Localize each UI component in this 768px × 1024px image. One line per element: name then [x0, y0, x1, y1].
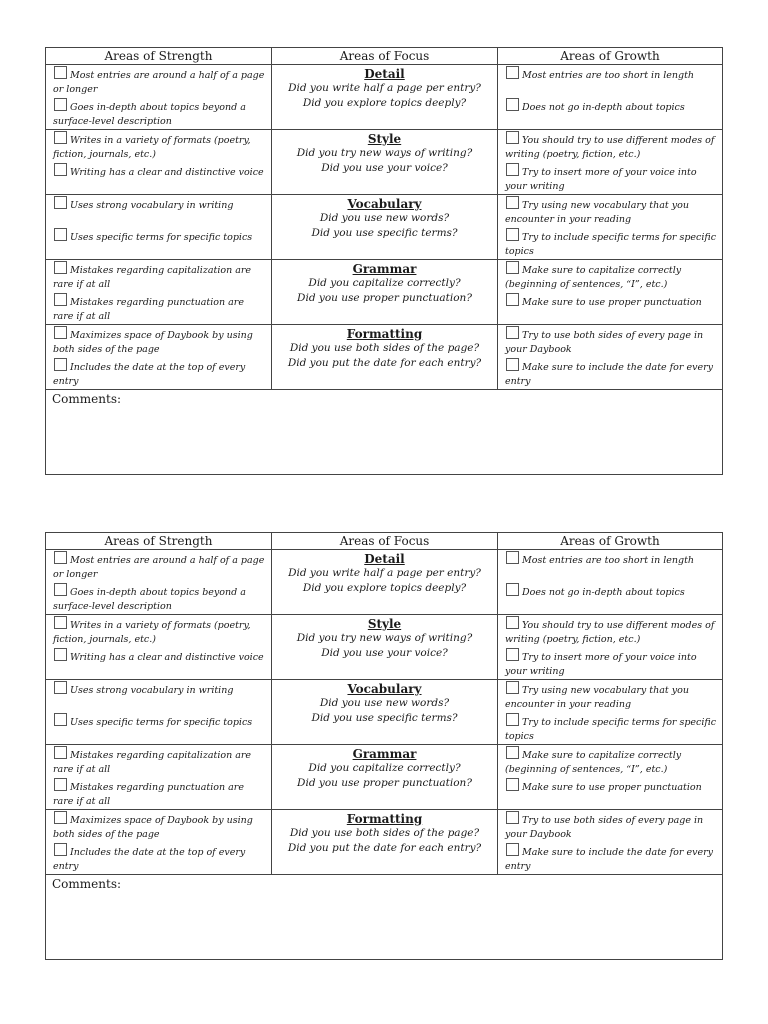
- rubric-row-detail: [46, 550, 723, 615]
- checkbox[interactable]: [506, 228, 519, 241]
- growth-item: Try using new vocabulary that you encounter in your reading: [498, 680, 722, 712]
- focus-title: Style: [367, 617, 402, 631]
- strength-cell: [46, 260, 272, 325]
- strength-cell: [46, 325, 272, 390]
- strength-item: Maximizes space of Daybook by using both sides of the page: [46, 325, 271, 357]
- growth-item: Does not go in-depth about topics: [498, 582, 722, 600]
- rubric-row-vocabulary: [46, 680, 723, 745]
- focus-question: Did you write half a page per entry?: [288, 82, 481, 94]
- growth-item: Try using new vocabulary that you encounter in your reading: [498, 195, 722, 227]
- checkbox[interactable]: [506, 681, 519, 694]
- checkbox[interactable]: [54, 196, 67, 209]
- strength-item: Mistakes regarding punctuation are rare if at all: [46, 292, 271, 324]
- checkbox[interactable]: [54, 616, 67, 629]
- growth-cell: [498, 680, 723, 745]
- focus-question: Did you explore topics deeply?: [302, 582, 467, 594]
- focus-question: Did you use your voice?: [321, 162, 448, 174]
- growth-cell: [498, 130, 723, 195]
- comments-row: [46, 390, 723, 475]
- focus-title: Formatting: [346, 327, 423, 341]
- growth-item: Make sure to use proper punctuation: [498, 292, 722, 310]
- focus-question: Did you put the date for each entry?: [287, 357, 482, 369]
- checkbox[interactable]: [506, 648, 519, 661]
- growth-item: Does not go in-depth about topics: [498, 97, 722, 115]
- rubric-table-top: [45, 47, 723, 475]
- growth-item: You should try to use different modes of writing (poetry, fiction, etc.): [498, 615, 722, 647]
- strength-item: Most entries are around a half of a page or longer: [46, 65, 271, 97]
- strength-item: Uses specific terms for specific topics: [46, 227, 271, 245]
- rubric-row-formatting: [46, 810, 723, 875]
- checkbox[interactable]: [54, 681, 67, 694]
- checkbox[interactable]: [506, 811, 519, 824]
- header-growth: Areas of Growth: [498, 533, 723, 550]
- header-row: [46, 48, 723, 65]
- focus-title: Style: [367, 132, 402, 146]
- growth-item: Try to insert more of your voice into your writing: [498, 647, 722, 679]
- checkbox[interactable]: [506, 131, 519, 144]
- checkbox[interactable]: [54, 746, 67, 759]
- rubric-row-grammar: [46, 745, 723, 810]
- focus-cell: [272, 260, 498, 325]
- growth-cell: [498, 195, 723, 260]
- checkbox[interactable]: [54, 648, 67, 661]
- focus-question: Did you use specific terms?: [311, 227, 458, 239]
- checkbox[interactable]: [506, 98, 519, 111]
- strength-cell: [46, 810, 272, 875]
- checkbox[interactable]: [54, 843, 67, 856]
- header-growth: Areas of Growth: [498, 48, 723, 65]
- focus-title: Grammar: [352, 262, 417, 276]
- rubric-table-bottom: [45, 532, 723, 960]
- strength-item: Includes the date at the top of every entry: [46, 842, 271, 874]
- focus-title: Detail: [364, 552, 405, 566]
- focus-title: Grammar: [352, 747, 417, 761]
- header-focus: Areas of Focus: [272, 48, 498, 65]
- checkbox[interactable]: [54, 713, 67, 726]
- header-strength: Areas of Strength: [46, 48, 272, 65]
- focus-question: Did you use both sides of the page?: [289, 342, 480, 354]
- focus-question: Did you use new words?: [319, 212, 450, 224]
- checkbox[interactable]: [54, 98, 67, 111]
- comments-label: Comments:: [52, 877, 122, 891]
- focus-title: Formatting: [346, 812, 423, 826]
- growth-item: You should try to use different modes of writing (poetry, fiction, etc.): [498, 130, 722, 162]
- checkbox[interactable]: [506, 66, 519, 79]
- checkbox[interactable]: [506, 713, 519, 726]
- growth-cell: [498, 810, 723, 875]
- growth-cell: [498, 550, 723, 615]
- rubric-row-grammar: [46, 260, 723, 325]
- focus-cell: [272, 615, 498, 680]
- strength-cell: [46, 680, 272, 745]
- checkbox[interactable]: [54, 358, 67, 371]
- strength-item: Includes the date at the top of every entry: [46, 357, 271, 389]
- growth-cell: [498, 325, 723, 390]
- checkbox[interactable]: [54, 228, 67, 241]
- checkbox[interactable]: [506, 293, 519, 306]
- focus-question: Did you use new words?: [319, 697, 450, 709]
- checkbox[interactable]: [506, 583, 519, 596]
- focus-question: Did you try new ways of writing?: [296, 632, 473, 644]
- growth-item: Try to use both sides of every page in your Daybook: [498, 325, 722, 357]
- focus-question: Did you try new ways of writing?: [296, 147, 473, 159]
- checkbox[interactable]: [54, 131, 67, 144]
- comments-row: [46, 875, 723, 960]
- growth-item: Try to include specific terms for specific topics: [498, 227, 722, 259]
- strength-cell: [46, 65, 272, 130]
- strength-item: Goes in-depth about topics beyond a surface-level description: [46, 97, 271, 129]
- focus-title: Vocabulary: [347, 197, 422, 211]
- focus-title: Vocabulary: [347, 682, 422, 696]
- strength-cell: [46, 195, 272, 260]
- checkbox[interactable]: [506, 778, 519, 791]
- checkbox[interactable]: [506, 551, 519, 564]
- rubric-row-detail: [46, 65, 723, 130]
- rubric-row-formatting: [46, 325, 723, 390]
- rubric-row-style: [46, 615, 723, 680]
- checkbox[interactable]: [54, 293, 67, 306]
- checkbox[interactable]: [54, 261, 67, 274]
- growth-item: Try to use both sides of every page in your Daybook: [498, 810, 722, 842]
- checkbox[interactable]: [54, 778, 67, 791]
- focus-cell: [272, 325, 498, 390]
- checkbox[interactable]: [54, 583, 67, 596]
- growth-item: Make sure to include the date for every entry: [498, 357, 722, 389]
- focus-cell: [272, 130, 498, 195]
- strength-item: Writing has a clear and distinctive voice: [46, 647, 271, 665]
- focus-question: Did you capitalize correctly?: [308, 762, 461, 774]
- focus-cell: [272, 745, 498, 810]
- growth-item: Make sure to include the date for every entry: [498, 842, 722, 874]
- strength-item: Goes in-depth about topics beyond a surface-level description: [46, 582, 271, 614]
- strength-cell: [46, 745, 272, 810]
- strength-cell: [46, 550, 272, 615]
- growth-item: Make sure to use proper punctuation: [498, 777, 722, 795]
- strength-item: Uses strong vocabulary in writing: [46, 195, 271, 213]
- header-focus: Areas of Focus: [272, 533, 498, 550]
- focus-question: Did you use specific terms?: [311, 712, 458, 724]
- growth-cell: [498, 65, 723, 130]
- comments-area[interactable]: [46, 390, 723, 475]
- growth-item: Try to insert more of your voice into your writing: [498, 162, 722, 194]
- growth-cell: [498, 745, 723, 810]
- header-strength: Areas of Strength: [46, 533, 272, 550]
- rubric-row-vocabulary: [46, 195, 723, 260]
- strength-cell: [46, 130, 272, 195]
- growth-item: Most entries are too short in length: [498, 65, 722, 83]
- focus-question: Did you use proper punctuation?: [297, 777, 472, 789]
- comments-label: Comments:: [52, 392, 122, 406]
- checkbox[interactable]: [54, 66, 67, 79]
- checkbox[interactable]: [506, 261, 519, 274]
- checkbox[interactable]: [506, 326, 519, 339]
- checkbox[interactable]: [54, 326, 67, 339]
- checkbox[interactable]: [54, 811, 67, 824]
- checkbox[interactable]: [506, 746, 519, 759]
- focus-question: Did you capitalize correctly?: [308, 277, 461, 289]
- strength-item: Uses strong vocabulary in writing: [46, 680, 271, 698]
- focus-question: Did you put the date for each entry?: [287, 842, 482, 854]
- growth-item: Make sure to capitalize correctly (beginning of sentences, “I”, etc.): [498, 260, 722, 292]
- checkbox[interactable]: [54, 551, 67, 564]
- focus-question: Did you explore topics deeply?: [302, 97, 467, 109]
- checkbox[interactable]: [506, 196, 519, 209]
- strength-item: Writes in a variety of formats (poetry, fiction, journals, etc.): [46, 615, 271, 647]
- strength-item: Mistakes regarding capitalization are rare if at all: [46, 260, 271, 292]
- checkbox[interactable]: [506, 843, 519, 856]
- growth-item: Make sure to capitalize correctly (beginning of sentences, “I”, etc.): [498, 745, 722, 777]
- strength-item: Mistakes regarding capitalization are rare if at all: [46, 745, 271, 777]
- focus-cell: [272, 195, 498, 260]
- checkbox[interactable]: [54, 163, 67, 176]
- focus-title: Detail: [364, 67, 405, 81]
- checkbox[interactable]: [506, 358, 519, 371]
- strength-cell: [46, 615, 272, 680]
- focus-cell: [272, 810, 498, 875]
- strength-item: Maximizes space of Daybook by using both sides of the page: [46, 810, 271, 842]
- strength-item: Most entries are around a half of a page or longer: [46, 550, 271, 582]
- strength-item: Uses specific terms for specific topics: [46, 712, 271, 730]
- focus-question: Did you use proper punctuation?: [297, 292, 472, 304]
- focus-cell: [272, 680, 498, 745]
- focus-question: Did you write half a page per entry?: [288, 567, 481, 579]
- strength-item: Writing has a clear and distinctive voice: [46, 162, 271, 180]
- header-row: [46, 533, 723, 550]
- growth-item: Try to include specific terms for specific topics: [498, 712, 722, 744]
- focus-question: Did you use both sides of the page?: [289, 827, 480, 839]
- strength-item: Mistakes regarding punctuation are rare if at all: [46, 777, 271, 809]
- focus-cell: [272, 65, 498, 130]
- checkbox[interactable]: [506, 163, 519, 176]
- focus-cell: [272, 550, 498, 615]
- growth-cell: [498, 260, 723, 325]
- checkbox[interactable]: [506, 616, 519, 629]
- growth-cell: [498, 615, 723, 680]
- comments-area[interactable]: [46, 875, 723, 960]
- strength-item: Writes in a variety of formats (poetry, fiction, journals, etc.): [46, 130, 271, 162]
- focus-question: Did you use your voice?: [321, 647, 448, 659]
- growth-item: Most entries are too short in length: [498, 550, 722, 568]
- rubric-row-style: [46, 130, 723, 195]
